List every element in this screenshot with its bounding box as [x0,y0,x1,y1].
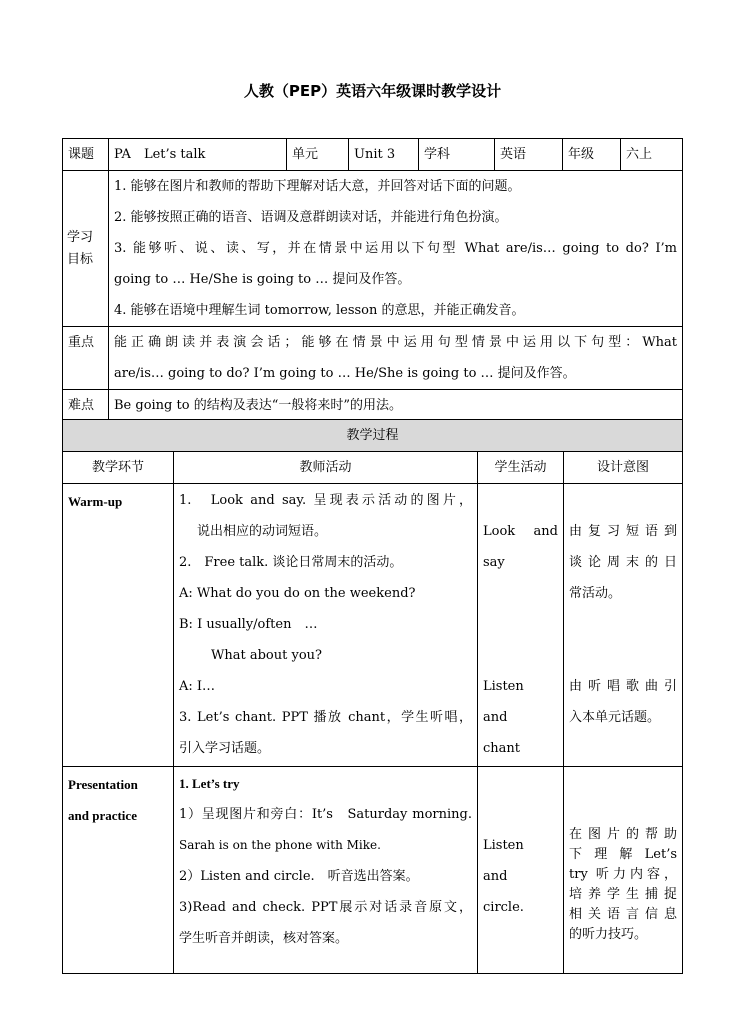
student-line: Look and [483,524,558,539]
student-line: Listen and [483,838,537,884]
topic-value: PA Let’s talk [109,139,287,171]
key-points-line: are/is… going to do? I’m going to … He/She is going to … 提问及作答。 [114,366,576,381]
student-line: Listen and [483,679,537,725]
teacher-line: 引入学习话题。 [179,741,271,756]
subject-label: 学科 [419,139,495,171]
student-line: circle. [483,900,524,915]
student-line: chant [483,741,521,756]
intent-line: 常活动。 [569,586,622,601]
column-header-row [63,452,683,484]
difficulty-label: 难点 [63,390,109,422]
key-points-row [63,327,683,390]
key-points-text [109,327,683,390]
objectives-label: 学习目标 [63,171,109,327]
teacher-line: 3)Read and check. PPT展示对话录音原文， [179,900,472,915]
student-line: say [483,555,505,570]
column-header-student: 学生活动 [478,452,564,484]
stage-line: and practice [68,808,137,823]
intent-line: 的听力技巧。 [569,927,648,942]
process-header-row [63,420,683,452]
presentation-student-activity [478,767,564,974]
process-header: 教学过程 [63,420,683,452]
column-header-teacher: 教师活动 [174,452,478,484]
unit-value: Unit 3 [349,139,419,171]
objective-item: going to … He/She is going to … 提问及作答。 [114,272,411,287]
objective-item: 3. 能够听、说、读、写，并在情景中运用以下句型 What are/is… going to do? I’m [114,241,677,256]
presentation-stage [63,767,174,974]
objective-item: 4. 能够在语境中理解生词 tomorrow, lesson 的意思，并能正确发音。 [114,303,525,318]
presentation-design-intent [564,767,683,974]
teacher-line: 说出相应的动词短语。 [197,524,328,539]
warmup-student-activity [478,484,564,767]
teacher-line: A: What do you do on the weekend? [179,586,416,601]
page-title: 人教（PEP）英语六年级课时教学设计 [243,82,502,100]
teacher-line: B: I usually/often … [179,617,318,632]
warmup-design-intent [564,484,683,767]
objective-item: 2. 能够按照正确的语音、语调及意群朗读对话，并能进行角色扮演。 [114,210,508,225]
teacher-line: 1. Let’s try [179,776,240,791]
teacher-line: 学生听音并朗读，核对答案。 [179,931,349,946]
objectives-row [63,171,683,327]
difficulty-row [63,390,683,422]
info-row [63,139,683,171]
presentation-row [63,767,683,974]
warmup-row [63,484,683,767]
teacher-line: 2. Free talk. 谈论日常周末的活动。 [179,555,403,570]
process-table [62,419,683,974]
objectives-list [109,171,683,327]
lesson-info-table [62,138,683,422]
teacher-line: 1）呈现图片和旁白：It’s Saturday morning. [179,807,472,822]
objective-item: 1. 能够在图片和教师的帮助下理解对话大意，并回答对话下面的问题。 [114,179,521,194]
teacher-line: What about you? [211,648,322,663]
teacher-line: 1. Look and say. 呈现表示活动的图片， [179,493,472,508]
intent-line: 相关语言信息 [569,907,678,922]
column-header-stage: 教学环节 [63,452,174,484]
difficulty-text: Be going to 的结构及表达“一般将来时”的用法。 [109,390,683,422]
stage-line: Presentation [68,777,138,792]
intent-line: 入本单元话题。 [569,710,661,725]
warmup-stage: Warm-up [63,484,174,767]
key-points-line: 能正确朗读并表演会话；能够在情景中运用句型情景中运用以下句型：What [114,335,677,350]
grade-label: 年级 [563,139,621,171]
grade-value: 六上 [621,139,683,171]
teacher-line: Sarah is on the phone with Mike. [179,838,381,852]
teacher-line: 3. Let’s chant. PPT 播放 chant，学生听唱， [179,710,472,725]
intent-line: 下 理 解 Let’s [569,847,678,862]
intent-line: 培养学生捕捉 [569,887,678,902]
subject-value: 英语 [495,139,563,171]
intent-line: try 听力内容， [569,867,678,882]
teacher-line: 2）Listen and circle. 听音选出答案。 [179,869,419,884]
warmup-teacher-activity [174,484,478,767]
unit-label: 单元 [287,139,349,171]
key-points-label: 重点 [63,327,109,390]
intent-line: 由复习短语到 [569,524,678,539]
teacher-line: A: I… [179,679,216,694]
topic-label: 课题 [63,139,109,171]
column-header-intent: 设计意图 [564,452,683,484]
intent-line: 由听唱歌曲引 [569,679,678,694]
intent-line: 谈论周末的日 [569,555,678,570]
intent-line: 在图片的帮助 [569,827,678,842]
presentation-teacher-activity [174,767,478,974]
